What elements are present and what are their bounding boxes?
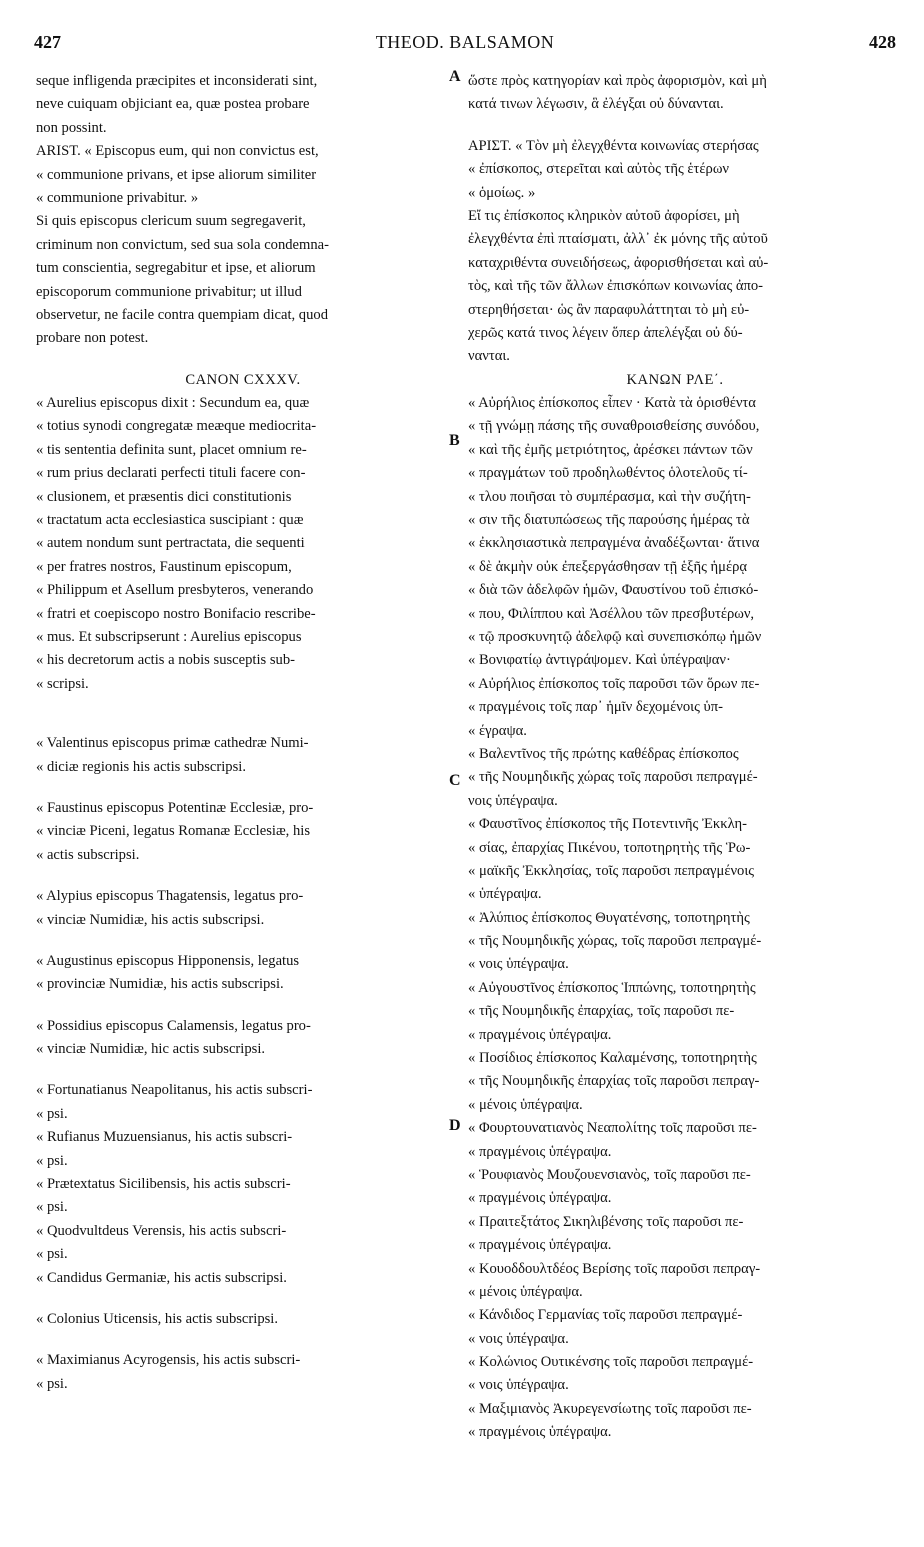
latin-text-line: tum conscientia, segregabitur et ipse, et aliorum (36, 260, 316, 277)
greek-text-line: νανται. (468, 348, 510, 365)
greek-text-line: κατά τινων λέγωσιν, ἃ ἐλέγξαι οὐ δύνανται. (468, 96, 724, 113)
greek-text-line: τὸς, καὶ τῆς τῶν ἄλλων ἐπισκόπων κοινωνίας ἀπο- (468, 278, 764, 295)
greek-text-line: « νοις ὑπέγραψα. (468, 956, 569, 973)
greek-text-line: « νοις ὑπέγραψα. (468, 1377, 569, 1394)
latin-text-line: « psi. (36, 1152, 68, 1169)
line-gap (36, 867, 450, 885)
greek-text-line: ἐλεγχθέντα ἐπὶ πταίσματι, ἀλλ᾽ ἐκ μόνης τῆς αὐτοῦ (468, 231, 768, 248)
latin-text-line: non possint. (36, 119, 107, 136)
greek-text-line: « μαϊκῆς Ἐκκλησίας, τοῖς παροῦσι πεπραγμένοις (468, 862, 755, 879)
margin-marker-c: C (449, 772, 461, 789)
greek-text-line: « πραγμένοις ὑπέγραψα. (468, 1026, 612, 1043)
greek-text-line: « που, Φιλίππου καὶ Ἀσέλλου τῶν πρεσβυτέρων, (468, 605, 755, 622)
greek-text-line: « Αὐρήλιος ἐπίσκοπος εἶπεν · Κατὰ τὰ ὁρισθέντα (468, 395, 756, 412)
latin-text-line: « Rufianus Muzuensianus, his actis subscri- (36, 1129, 293, 1146)
greek-text-line: καταχριθέντα συνειδήσεως, ἀφορισθήσεται καὶ αὐ- (468, 254, 769, 271)
greek-text-line: « ὁμοίως. » (468, 184, 536, 201)
latin-text-line: « Faustinus episcopus Potentinæ Ecclesiæ, pro- (36, 799, 314, 816)
greek-text-line: « Πραιτεξτάτος Σικηλιβένσης τοῖς παροῦσι πε- (468, 1213, 744, 1230)
latin-text-line: episcoporum communione privabitur; ut illud (36, 283, 302, 300)
margin-marker-a: A (449, 68, 461, 85)
greek-text-line: « Βονιφατίῳ ἀντιγράψομεν. Καὶ ὑπέγραψαν· (468, 652, 731, 669)
latin-text-line: « rum prius declarati perfecti tituli facere con- (36, 465, 306, 482)
latin-text-line: « totius synodi congregatæ meæque mediocrita- (36, 418, 317, 435)
latin-text-line: « psi. (36, 1375, 68, 1392)
margin-marker-b: B (449, 432, 460, 449)
line-gap (468, 117, 882, 135)
latin-text-line: « mus. Et subscripserunt : Aurelius episcopus (36, 628, 302, 645)
greek-text-line: ΚΑΝΩΝ ΡΛΕ΄. (626, 371, 724, 388)
greek-text-line: « δὲ ἀκμὴν οὐκ ἐπεξεργάσθησαν τῇ ἑξῆς ἡμέρᾳ (468, 558, 748, 575)
latin-text-line: « autem nondum sunt pertractata, die sequenti (36, 535, 305, 552)
greek-text-line: « Κουοδδουλτδέος Βερίσης τοῖς παροῦσι πεπραγ- (468, 1260, 761, 1277)
greek-text-line: χερῶς κατά τινος λέγειν ὅπερ ἀπελέγξαι οὐ δύ- (468, 324, 743, 341)
latin-text-line: « tractatum acta ecclesiastica suscipiant : quæ (36, 512, 304, 529)
latin-text-line: « vinciæ Numidiæ, his actis subscripsi. (36, 911, 265, 928)
latin-text-line: « Prætextatus Sicilibensis, his actis subscri- (36, 1176, 291, 1193)
greek-text-line: « τῆς Νουμηδικῆς χώρας, τοῖς παροῦσι πεπραγμέ- (468, 933, 762, 950)
latin-text-line: « Candidus Germaniæ, his actis subscripsi. (36, 1269, 287, 1286)
greek-text-line: « τῆς Νουμηδικῆς ἐπαρχίας, τοῖς παροῦσι πε- (468, 1003, 735, 1020)
latin-text-line: « Fortunatianus Neapolitanus, his actis subscri- (36, 1082, 313, 1099)
greek-text-line: « πραγμένοις ὑπέγραψα. (468, 1237, 612, 1254)
latin-text-line: « vinciæ Numidiæ, hic actis subscripsi. (36, 1041, 266, 1058)
greek-text-line: « Ἀλύπιος ἐπίσκοπος Θυγατένσης, τοποτηρητὴς (468, 909, 750, 926)
latin-text-line: « fratri et coepiscopo nostro Bonifacio rescribe- (36, 605, 316, 622)
latin-text-line: probare non potest. (36, 330, 149, 347)
line-gap (36, 1331, 450, 1349)
latin-text-line: « his decretorum actis a nobis susceptis sub- (36, 652, 295, 669)
greek-text-line: Εἴ τις ἐπίσκοπος κληρικὸν αὐτοῦ ἀφορίσει, μὴ (468, 207, 740, 224)
latin-text-line: « Philippum et Asellum presbyteros, venerando (36, 582, 314, 599)
latin-text-line: « scripsi. (36, 675, 89, 692)
greek-text-line: « Φουρτουνατιανὸς Νεαπολίτης τοῖς παροῦσι πε- (468, 1120, 757, 1137)
greek-text-line: στερηθήσεται· ὡς ἂν παραφυλάττηται τὸ μὴ εὐ- (468, 301, 750, 318)
greek-text-line: « μένοις ὑπέγραψα. (468, 1096, 583, 1113)
latin-text-line: « psi. (36, 1105, 68, 1122)
greek-text-line: « σίας, ἐπαρχίας Πικένου, τοποτηρητὴς τῆς Ῥω- (468, 839, 751, 856)
latin-text-line: « psi. (36, 1246, 68, 1263)
latin-text-line: Si quis episcopus clericum suum segregaverit, (36, 213, 306, 230)
greek-text-line: « Βαλεντῖνος τῆς πρώτης καθέδρας ἐπίσκοπος (468, 745, 739, 762)
greek-text-line: « τῆς Νουμηδικῆς ἐπαρχίας τοῖς παροῦσι πεπραγ- (468, 1073, 760, 1090)
greek-text-line: « μένοις ὑπέγραψα. (468, 1283, 583, 1300)
greek-text-line: « διὰ τῶν ἀδελφῶν ἡμῶν, Φαυστίνου τοῦ ἐπισκό- (468, 582, 759, 599)
running-title: THEOD. BALSAMON (375, 32, 555, 52)
greek-text-line: ὥστε πρὸς κατηγορίαν καὶ πρὸς ἀφορισμὸν, καὶ μὴ (468, 73, 767, 89)
greek-text-line: « πραγμένοις ὑπέγραψα. (468, 1190, 612, 1207)
greek-text-line: « Μαξιμιανὸς Ἀκυρεγενσίωτης τοῖς παροῦσι πε- (468, 1400, 752, 1417)
latin-text-line: « communione privabitur. » (36, 189, 199, 206)
right-page-number: 428 (869, 32, 896, 52)
greek-text-line: « ἐκκλησιαστικὰ πεπραγμένα ἀναδέξωνται· ἅτινα (468, 535, 760, 552)
line-gap (36, 1061, 450, 1079)
latin-text-line: seque infligenda præcipites et inconsiderati sint, (36, 73, 318, 89)
latin-text-line: « Valentinus episcopus primæ cathedræ Numi- (36, 735, 309, 752)
greek-text-line: « νοις ὑπέγραψα. (468, 1330, 569, 1347)
latin-text-line: « vinciæ Piceni, legatus Romanæ Ecclesiæ, his (36, 823, 311, 840)
latin-text-line: « clusionem, et præsentis dici constitutionis (36, 488, 292, 505)
latin-text-line: « Augustinus episcopus Hipponensis, legatus (36, 952, 300, 969)
latin-text-line: « tis sententia definita sunt, placet omnium re- (36, 441, 307, 458)
latin-text-line: « psi. (36, 1199, 68, 1216)
greek-text-line: « πραγμάτων τοῦ προδηλωθέντος ὁλοτελοῦς τί- (468, 465, 748, 482)
left-page-number: 427 (34, 32, 61, 52)
greek-text-line: « πραγμένοις ὑπέγραψα. (468, 1424, 612, 1441)
latin-text-line: « provinciæ Numidiæ, his actis subscripsi. (36, 976, 284, 993)
line-gap (36, 932, 450, 950)
latin-column (36, 70, 450, 1396)
latin-text-line: observetur, ne facile contra quempiam dicat, quod (36, 306, 328, 323)
line-gap (36, 351, 450, 369)
line-gap (36, 779, 450, 797)
latin-text-line: « Possidius episcopus Calamensis, legatus pro- (36, 1017, 311, 1034)
greek-text-line: « τῆς Νουμηδικῆς χώρας τοῖς παροῦσι πεπραγμέ- (468, 769, 758, 786)
line-gap (36, 1290, 450, 1308)
greek-text-line: « τῷ προσκυνητῷ ἀδελφῷ καὶ συνεπισκόπῳ ἡμῶν (468, 628, 762, 645)
latin-text-line: criminum non convictum, sed sua sola condemna- (36, 236, 330, 253)
latin-text-line: « per fratres nostros, Faustinum episcopum, (36, 558, 292, 575)
greek-text-line: « ἐπίσκοπος, στερεῖται καὶ αὐτὸς τῆς ἑτέρων (468, 161, 730, 178)
greek-text-line: « Ποσίδιος ἐπίσκοπος Καλαμένσης, τοποτηρητὴς (468, 1050, 757, 1067)
greek-text-line: « τλου ποιῆσαι τὸ συμπέρασμα, καὶ τὴν συζήτη- (468, 488, 751, 505)
margin-marker-d: D (449, 1117, 461, 1134)
greek-text-line: ΑΡΙΣΤ. « Τὸν μὴ ἐλεγχθέντα κοινωνίας στερήσας (468, 137, 759, 154)
greek-text-line: « Κολώνιος Ουτικένσης τοῖς παροῦσι πεπραγμέ- (468, 1354, 754, 1371)
greek-text-line: « Ῥουφιανὸς Μουζουενσιανὸς, τοῖς παροῦσι πε- (468, 1166, 751, 1183)
greek-text-line: « Φαυστῖνος ἐπίσκοπος τῆς Ποτεντινῆς Ἐκκλη- (468, 816, 748, 833)
greek-text-line: νοις ὑπέγραψα. (468, 792, 558, 809)
greek-text-line: « σιν τῆς διατυπώσεως τῆς παρούσης ἡμέρας τὰ (468, 512, 750, 529)
greek-text-line: « έγραψα. (468, 722, 527, 739)
latin-text-line: « Alypius episcopus Thagatensis, legatus pro- (36, 888, 304, 905)
latin-text-line: « actis subscripsi. (36, 846, 140, 863)
latin-text-line: « Maximianus Acyrogensis, his actis subscri- (36, 1352, 301, 1369)
latin-text-line: « Aurelius episcopus dixit : Secundum ea, quæ (36, 395, 310, 412)
greek-column (468, 70, 882, 1445)
greek-text-line: « τῇ γνώμῃ πάσης τῆς συναθροισθείσης συνόδου, (468, 418, 760, 435)
greek-text-line: « καὶ τῆς ἐμῆς μετριότητος, ἀρέσκει πάντων τῶν (468, 441, 753, 458)
latin-text-line: CANON CXXXV. (185, 371, 301, 388)
latin-text-line: « communione privans, et ipse aliorum similiter (36, 166, 317, 183)
greek-text-line: « ὑπέγραψα. (468, 886, 542, 903)
greek-text-line: « Αὐγουστῖνος ἐπίσκοπος Ἱππώνης, τοποτηρητὴς (468, 979, 756, 996)
greek-text-line: « πραγμένοις τοῖς παρ᾽ ἡμῖν δεχομένοις ὑπ- (468, 699, 723, 716)
line-gap (36, 696, 450, 714)
latin-text-line: neve cuiquam objiciant ea, quæ postea probare (36, 96, 310, 113)
latin-text-line: « Quodvultdeus Verensis, his actis subscri- (36, 1222, 287, 1239)
greek-text-line: « Κάνδιδος Γερμανίας τοῖς παροῦσι πεπραγμέ- (468, 1307, 743, 1324)
latin-text-line: ARIST. « Episcopus eum, qui non convictus est, (36, 143, 319, 160)
page-header (34, 32, 896, 58)
latin-text-line: « Colonius Uticensis, his actis subscripsi. (36, 1310, 279, 1327)
line-gap (36, 997, 450, 1015)
greek-text-line: « Αὐρήλιος ἐπίσκοπος τοῖς παροῦσι τῶν ὅρων πε- (468, 675, 760, 692)
greek-text-line: « πραγμένοις ὑπέγραψα. (468, 1143, 612, 1160)
line-gap (36, 714, 450, 732)
latin-text-line: « diciæ regionis his actis subscripsi. (36, 758, 246, 775)
